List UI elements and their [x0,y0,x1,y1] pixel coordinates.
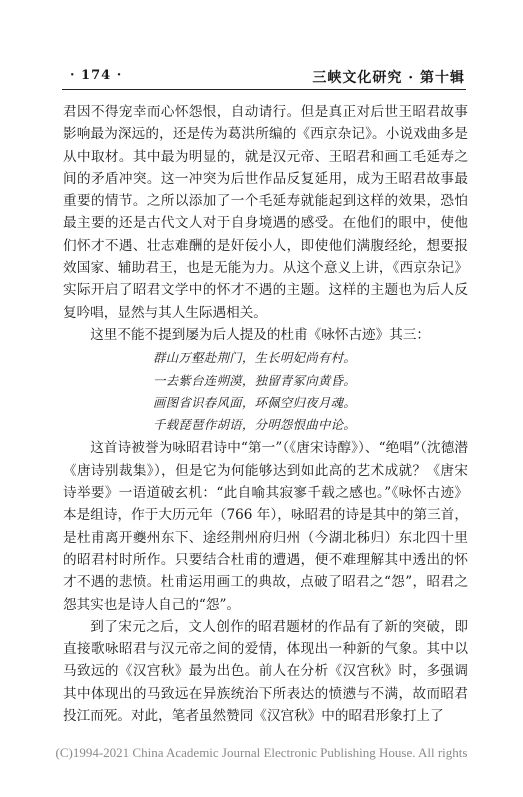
paragraph: 君因不得宠幸而心怀怨恨，自动请行。但是真正对后世王昭君故事影响最为深远的，还是传为葛洪所编的《西京杂记》。小说戏曲多是从中取材。其中最为明显的，就是汉元帝、王昭君和画工毛延寿之间的矛盾冲突。这一冲突为后世作品反复延用，成为王昭君故事最重要的情节。之所以添加了一个毛延寿就能起到这样的效果，恐怕最主要的还是古代文人对于自身境遇的感受。在他们的眼中，使他们怀才不遇、壮志难酬的是奸佞小人，即使他们满腹经纶，想要报效国家、辅助君王，也是无能为力。从这个意义上讲，《西京杂记》实际开启了昭君文学中的怀才不遇的主题。这样的主题也为后人反复吟唱，显然与其人生际遇相关。 [63,104,468,321]
journal-running-title: 三峡文化研究 · 第十辑 [312,70,465,86]
paragraph: 这首诗被誉为咏昭君诗中“第一”（《唐宋诗醇》）、“绝唱”（沈德潜《唐诗别裁集》），但是它为何能够达到如此高的艺术成就？《唐宋诗举要》一语道破玄机：“此自喻其寂寥千载之感也。”《咏怀古迹》本是组诗，作于大历元年（766 年），咏昭君的诗是其中的第三首，是杜甫离开夔州东下、途经荆州府归州（今湖北秭归）东北四十里的昭君村时所作。只要结合杜甫的遭遇，便不难理解其中透出的怀才不遇的悲愤。杜甫运用画工的典故，点破了昭君之“怨”，昭君之怨其实也是诗人自己的“怨”。 [63,440,468,613]
copyright-notice: (C)1994-2021 China Academic Journal Electronic Publishing House. All rights [55,745,468,760]
header-rule [62,89,466,90]
poem-line: 千载琵琶作胡语，分明怨恨曲中论。 [153,417,357,433]
poem-line: 一去紫台连朔漠，独留青冢向黄昏。 [153,372,357,388]
article-body [63,101,468,727]
poem-line: 群山万壑赴荆门，生长明妃尚有村。 [153,350,357,366]
poem-quote [63,347,468,436]
page-header [0,0,523,100]
poem-line: 画图省识春风面，环佩空归夜月魂。 [153,394,357,410]
paragraph: 到了宋元之后，文人创作的昭君题材的作品有了新的突破，即直接歌咏昭君与汉元帝之间的爱情，体现出一种新的气象。其中以马致远的《汉宫秋》最为出色。前人在分析《汉宫秋》时，多强调其中体现出的马致远在异族统治下所表达的愤懑与不满，故而昭君投江而死。对此，笔者虽然赞同《汉宫秋》中的昭君形象打上了 [63,618,468,725]
paragraph: 这里不能不提到屡为后人提及的杜甫《咏怀古迹》其三： [90,326,431,343]
page-number: · 174 · [70,68,123,83]
